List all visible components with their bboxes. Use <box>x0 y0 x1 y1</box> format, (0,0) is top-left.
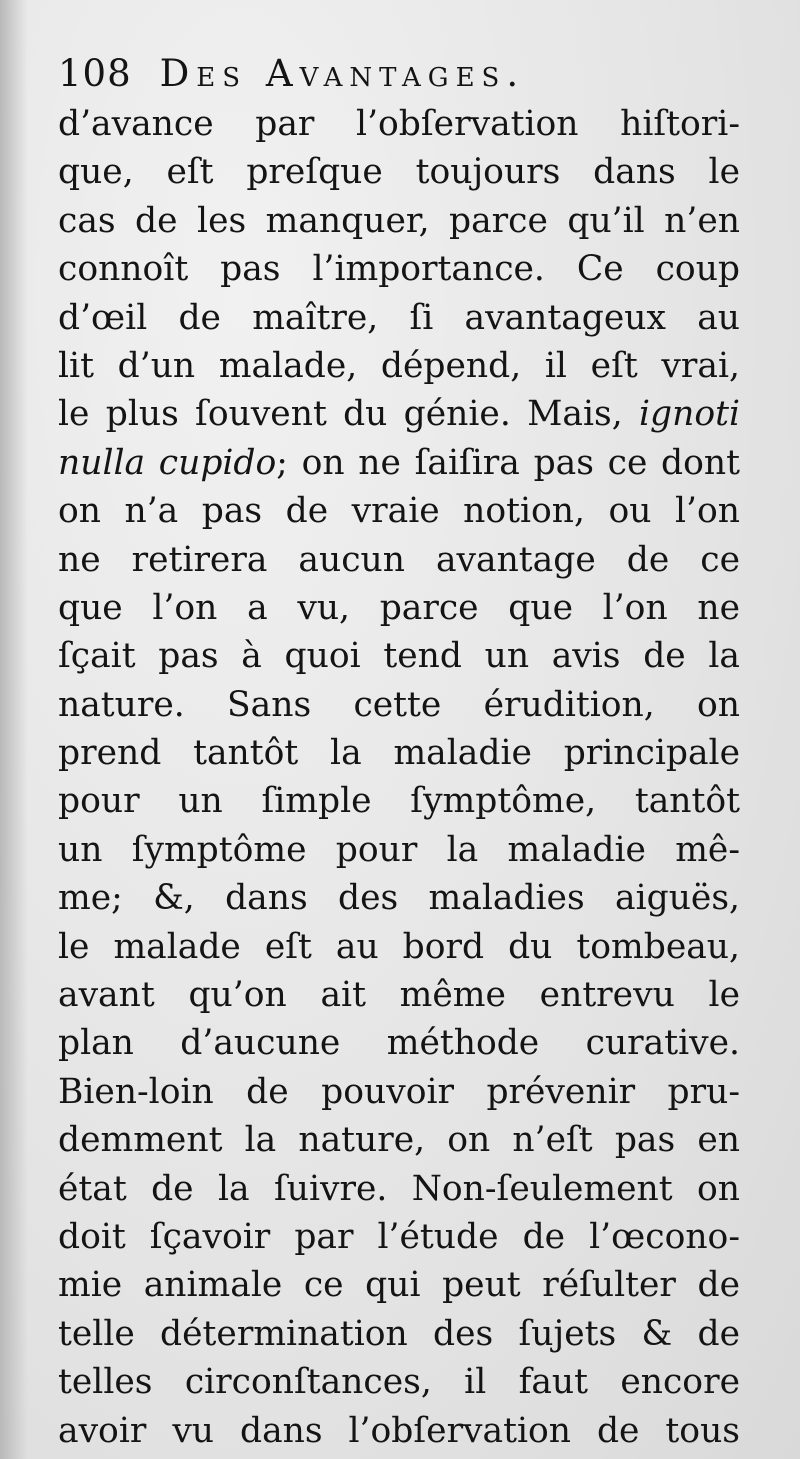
text-segment: telle détermination des ſujets & de <box>58 1313 740 1354</box>
text-segment: telles circonſtances, il faut encore <box>58 1362 740 1403</box>
text-segment: un ſymptôme pour la maladie mê- <box>58 829 740 870</box>
text-line <box>58 777 748 825</box>
text-line <box>58 1358 748 1406</box>
text-segment: que, eſt preſque toujours dans le <box>58 152 740 193</box>
text-segment: Bien-loin de pouvoir prévenir pru- <box>58 1071 740 1112</box>
text-line <box>58 487 748 535</box>
running-head: Des Avantages. <box>159 52 526 95</box>
text-segment: prend tantôt la maladie principale <box>58 733 740 774</box>
text-segment: ne retirera aucun avantage de ce <box>58 539 740 580</box>
text-segment: doit ſçavoir par l’étude de l’œcono- <box>58 1216 740 1257</box>
text-line <box>58 1116 748 1164</box>
text-segment: d’avance par l’obſervation hiſtori- <box>58 104 740 144</box>
italic-phrase: nulla cupido <box>58 442 277 483</box>
text-line <box>58 923 748 971</box>
page-header <box>58 52 748 100</box>
text-line <box>58 584 748 632</box>
text-segment: pour un ſimple ſymptôme, tantôt <box>58 781 740 822</box>
text-line <box>58 148 748 196</box>
text-line <box>58 1165 748 1213</box>
text-line <box>58 1068 748 1116</box>
text-segment: nature. Sans cette érudition, on <box>58 684 740 725</box>
text-segment: le malade eſt au bord du tombeau, <box>58 926 740 967</box>
text-line <box>58 681 748 729</box>
text-segment: demment la nature, on n’eſt pas en <box>58 1120 740 1161</box>
text-line <box>58 390 748 438</box>
italic-phrase: ignoti <box>638 394 740 435</box>
text-segment: plan d’aucune méthode curative. <box>58 1023 740 1064</box>
text-line <box>58 632 748 680</box>
text-line <box>58 100 748 148</box>
text-line <box>58 1310 748 1358</box>
text-segment: que l’on a vu, parce que l’on ne <box>58 587 740 628</box>
text-line <box>58 826 748 874</box>
text-line <box>58 439 748 487</box>
text-line <box>58 294 748 342</box>
page-text-block <box>58 52 748 1455</box>
text-line <box>58 729 748 777</box>
text-line <box>58 971 748 1019</box>
text-segment: lit d’un malade, dépend, il eſt vrai, <box>58 345 740 386</box>
text-segment: ; on ne ſaiſira pas ce dont <box>276 442 740 483</box>
body-text <box>58 100 748 1455</box>
page-gutter-shadow <box>0 0 28 1459</box>
page-number: 108 <box>58 52 132 95</box>
text-segment: connoît pas l’importance. Ce coup <box>58 249 740 290</box>
text-line <box>58 245 748 293</box>
text-segment: avant qu’on ait même entrevu le <box>58 975 740 1016</box>
text-line <box>58 874 748 922</box>
text-segment: on n’a pas de vraie notion, ou l’on <box>58 491 740 532</box>
text-segment: le plus ſouvent du génie. Mais, <box>58 394 639 435</box>
text-segment: état de la ſuivre. Non-ſeulement on <box>58 1168 740 1209</box>
text-line <box>58 536 748 584</box>
text-line <box>58 1407 748 1455</box>
text-line <box>58 1213 748 1261</box>
text-segment: me; &, dans des maladies aiguës, <box>58 878 740 919</box>
text-segment: d’œil de maître, ſi avantageux au <box>58 297 740 338</box>
text-line <box>58 1261 748 1309</box>
text-line <box>58 1019 748 1067</box>
text-line <box>58 197 748 245</box>
text-segment: ſçait pas à quoi tend un avis de la <box>58 636 740 677</box>
text-segment: cas de les manquer, parce qu’il n’en <box>58 200 740 241</box>
text-segment: mie animale ce qui peut réſulter de <box>58 1265 740 1306</box>
text-line <box>58 342 748 390</box>
text-segment: avoir vu dans l’obſervation de tous <box>58 1410 740 1451</box>
